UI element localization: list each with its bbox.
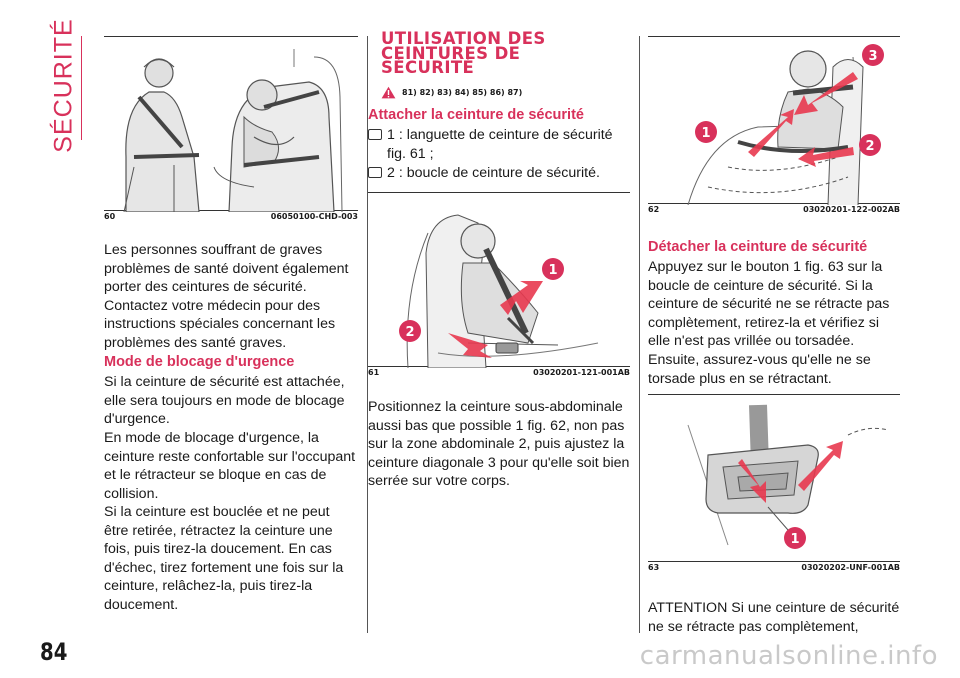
figure-number: 62 — [648, 205, 660, 214]
figure-code: 03020201-121-001AB — [533, 368, 630, 377]
warning-references — [381, 86, 522, 99]
warning-refs-text: 81) 82) 83) 84) 85) 86) 87) — [402, 88, 523, 97]
figure-number: 63 — [648, 563, 660, 572]
position-paragraph: Positionnez la ceinture sous-abdominale aussi bas que possible 1 fig. 62, non pas sur la zone abdominale 2, puis ajustez la ceinture diagonale 3 pour qu'elle soit bien serrée sur votre corps. — [368, 399, 630, 490]
figure-63-caption — [648, 563, 900, 575]
figure-number: 60 — [104, 212, 116, 221]
unfasten-paragraph: Appuyez sur le bouton 1 fig. 63 sur la boucle de ceinture de sécurité. Si la ceinture de sécurité ne se rétracte pas complètement, retirez-la et vérifiez si elle n'est pas vrillée ou torsadée. Ensuite, assurez-vous qu'elle ne se torsade plus en se rétractant. — [648, 259, 890, 387]
fasten-item-1: 1 : languette de ceinture de sécurité fig. 61 ; — [368, 126, 630, 163]
figure-63 — [648, 394, 900, 572]
page-number: 84 — [40, 638, 68, 666]
emergency-lock-paragraph-1: Si la ceinture de sécurité est attachée, elle sera toujours en mode de blocage d'urgence. — [104, 374, 345, 428]
callout-2: 2 — [865, 139, 875, 154]
figure-60 — [104, 36, 358, 221]
figure-61-caption — [368, 368, 630, 380]
callout-1: 1 — [790, 532, 800, 547]
figure-61 — [368, 192, 630, 377]
figure-code: 03020201-122-002AB — [803, 205, 900, 214]
buckle-release-illustration — [648, 395, 900, 563]
section-label: SÉCURITÉ — [49, 17, 78, 153]
bullet-box-icon — [368, 129, 382, 140]
callout-1: 1 — [548, 263, 558, 278]
column-divider-2 — [639, 36, 640, 633]
warning-triangle-icon — [381, 86, 396, 99]
fasten-heading: Attacher la ceinture de sécurité — [368, 107, 584, 123]
emergency-lock-paragraph-2: En mode de blocage d'urgence, la ceinture reste confortable sur l'occupant et le rétracteur se bloque en cas de collision. — [104, 430, 356, 502]
figure-code: 06050100-CHD-003 — [270, 212, 358, 221]
callout-2: 2 — [405, 325, 415, 340]
unfasten-heading: Détacher la ceinture de sécurité — [648, 239, 868, 255]
figure-number: 61 — [368, 368, 380, 377]
callout-1: 1 — [701, 126, 711, 141]
child-seat-illustration — [104, 37, 358, 212]
figure-code: 03020202-UNF-001AB — [801, 563, 900, 572]
attention-paragraph: ATTENTION Si une ceinture de sécurité ne se rétracte pas complètement, — [648, 600, 900, 635]
callout-3: 3 — [868, 49, 878, 64]
emergency-lock-heading: Mode de blocage d'urgence — [104, 354, 295, 370]
bullet-box-icon — [368, 167, 382, 178]
fasten-item-2: 2 : boucle de ceinture de sécurité. — [368, 164, 630, 183]
figure-62-caption — [648, 205, 900, 217]
buckle-fasten-illustration — [368, 193, 630, 368]
intro-paragraph: Les personnes souffrant de graves problèmes de santé doivent également porter des ceintures de sécurité. Contactez votre médecin pour des instructions spéciales concernant les problèmes des santé graves. — [104, 242, 349, 351]
section-rule — [81, 36, 82, 140]
figure-62 — [648, 36, 900, 214]
figure-60-caption — [104, 212, 358, 224]
watermark: carmanualsonline.info — [639, 641, 938, 671]
section-title: UTILISATION DES CEINTURES DE SÉCURITÉ — [381, 29, 546, 77]
emergency-lock-paragraph-3: Si la ceinture est bouclée et ne peut être retirée, rétractez la ceinture une fois, puis tirez-la doucement. En cas d'échec, tirez fortement une fois sur la ceinture, relâchez-la, puis tirez-la doucement. — [104, 504, 344, 613]
belt-position-illustration — [648, 37, 900, 205]
